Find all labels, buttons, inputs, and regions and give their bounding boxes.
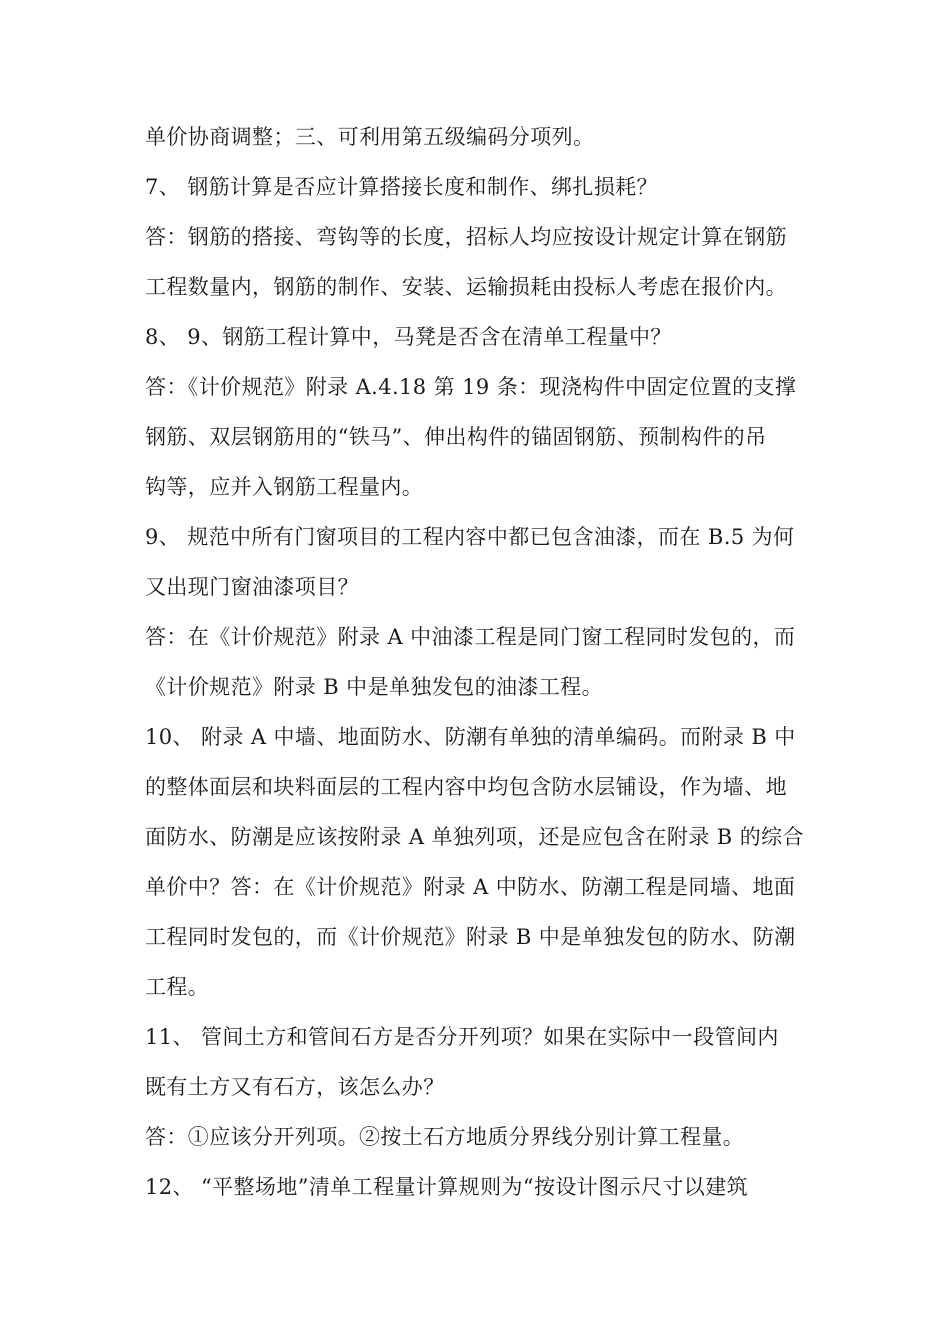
answer-7-line: 答：钢筋的搭接、弯钩等的长度，招标人均应按设计规定计算在钢筋 <box>145 225 787 249</box>
answer-11-line: 答：①应该分开列项。②按土石方地质分界线分别计算工程量。 <box>145 1125 745 1149</box>
question-9-line: 又出现门窗油漆项目？ <box>145 575 359 599</box>
answer-10-line: 工程。 <box>145 975 210 999</box>
answer-7-line: 工程数量内，钢筋的制作、安装、运输损耗由投标人考虑在报价内。 <box>145 275 787 299</box>
answer-8-line: 钩等，应并入钢筋工程量内。 <box>145 475 424 499</box>
question-7: 7、 钢筋计算是否应计算搭接长度和制作、绑扎损耗？ <box>145 175 659 199</box>
question-11: 11、 管间土方和管间石方是否分开列项？如果在实际中一段管间内 <box>145 1025 779 1049</box>
answer-10-line: 单价中？答：在《计价规范》附录 A 中防水、防潮工程是同墙、地面 <box>145 875 796 899</box>
question-8: 8、 9、钢筋工程计算中，马凳是否含在清单工程量中？ <box>145 325 672 349</box>
question-10: 10、 附录 A 中墙、地面防水、防潮有单独的清单编码。而附录 B 中 <box>145 725 796 749</box>
question-10-line: 的整体面层和块料面层的工程内容中均包含防水层铺设，作为墙、地 <box>145 775 787 799</box>
answer-8-line: 钢筋、双层钢筋用的“铁马”、伸出构件的锚固钢筋、预制构件的吊 <box>145 425 767 449</box>
answer-8-line: 答：《计价规范》附录 A.4.18 第 19 条：现浇构件中固定位置的支撑 <box>145 375 797 399</box>
question-12: 12、 “平整场地”清单工程量计算规则为“按设计图示尺寸以建筑 <box>145 1175 749 1199</box>
question-9: 9、 规范中所有门窗项目的工程内容中都已包含油漆，而在 B.5 为何 <box>145 525 795 549</box>
answer-10-line: 工程同时发包的，而《计价规范》附录 B 中是单独发包的防水、防潮 <box>145 925 796 949</box>
answer-9-line: 答：在《计价规范》附录 A 中油漆工程是同门窗工程同时发包的，而 <box>145 625 796 649</box>
text-line: 单价协商调整；三、可利用第五级编码分项列。 <box>145 125 595 149</box>
question-10-line: 面防水、防潮是应该按附录 A 单独列项，还是应包含在附录 B 的综合 <box>145 825 804 849</box>
question-11-line: 既有土方又有石方，该怎么办？ <box>145 1075 445 1099</box>
answer-9-line: 《计价规范》附录 B 中是单独发包的油漆工程。 <box>145 675 603 699</box>
